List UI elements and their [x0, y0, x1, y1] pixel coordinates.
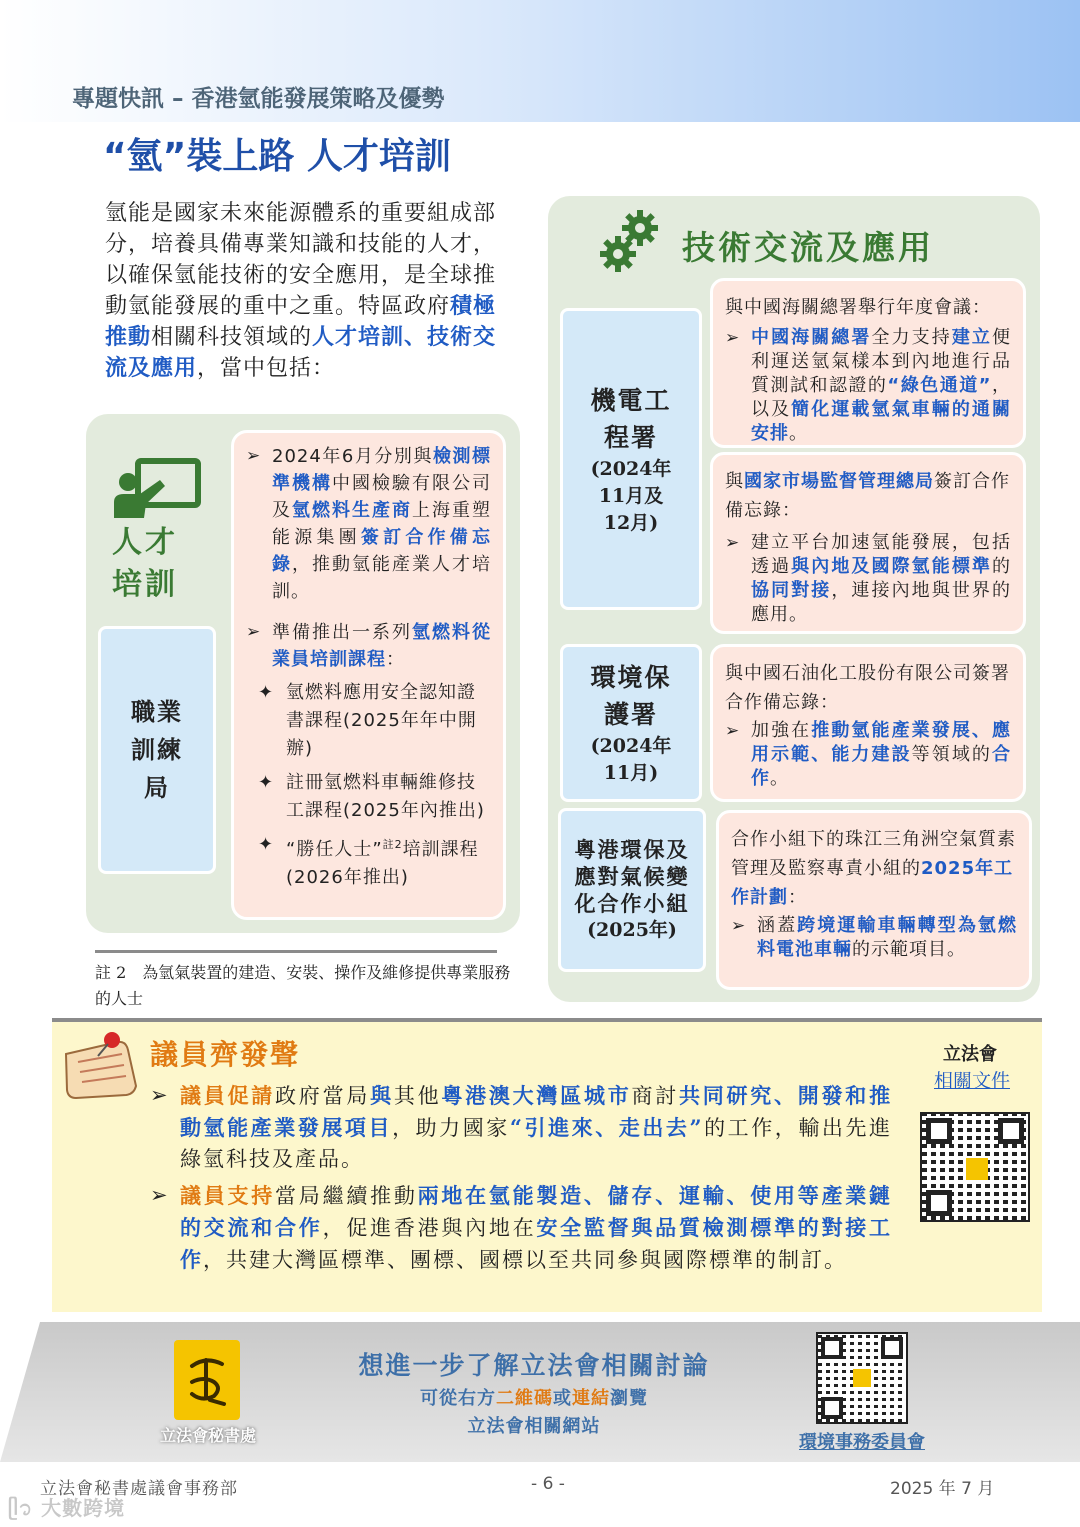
highlight: “引進來、走出去”	[509, 1115, 704, 1140]
text: 當局繼續推動	[275, 1184, 418, 1208]
legco-secretariat-caption: 立法會秘書處	[159, 1426, 256, 1445]
gd-hk-plan-box	[716, 810, 1032, 990]
text: 全力支持	[871, 327, 952, 348]
legco-docs-qr-code[interactable]	[920, 1112, 1030, 1222]
text: 涵蓋	[757, 915, 798, 936]
star-bullet-icon: ✦	[258, 682, 275, 703]
intro-text: ，當中包括：	[197, 356, 336, 381]
emsd-samr-box	[710, 452, 1026, 634]
text: 或	[553, 1388, 572, 1409]
course-item	[220, 679, 491, 763]
text: ，以及	[751, 375, 1012, 420]
text: ：	[386, 649, 405, 670]
text: 商討	[631, 1084, 679, 1108]
members-voice-title: 議員齊發聲	[150, 1038, 301, 1071]
text: 的	[992, 556, 1012, 577]
highlight: 粵港澳大灣區城市	[441, 1083, 632, 1108]
highlight: 簡化運載氫氣車輛的通關安排	[751, 399, 1012, 444]
footnote	[95, 960, 515, 1012]
talent-item	[246, 619, 491, 673]
members-voice-item	[150, 1180, 892, 1276]
text: 中國檢驗有限公司及	[272, 473, 491, 521]
text: 加強在	[751, 720, 812, 741]
watermark-logo-icon: ᥫ᭡	[8, 1496, 34, 1520]
env-affairs-panel-link[interactable]: 環境事務委員會	[799, 1432, 925, 1453]
text: ，助力國家	[392, 1116, 510, 1140]
text: 便利運送氫氣樣本到內地進行品質測試和認證的	[751, 327, 1012, 396]
footer-headline: 想進一步了解立法會相關討論	[358, 1351, 710, 1380]
arrow-bullet-icon: ➢	[725, 533, 741, 553]
gd-hk-group-date: (2025年)	[587, 919, 677, 941]
course-item	[220, 831, 491, 892]
teacher-board-icon	[110, 458, 202, 520]
highlight: 合作	[751, 744, 1012, 789]
intro-highlight: 積極推動	[105, 293, 497, 350]
arrow-bullet-icon: ➢	[725, 328, 741, 348]
text: ，推動氫能產業人才培訓。	[272, 554, 491, 602]
highlight: 中國海關總署	[751, 327, 872, 348]
text: 培訓課程(2026年推出)	[286, 839, 479, 888]
watermark-text: 大數跨境	[41, 1496, 126, 1520]
box-lead: 與中國海關總署舉行年度會議：	[725, 297, 991, 318]
box-lead: 與中國石油化工股份有限公司簽署合作備忘錄：	[725, 663, 1010, 713]
legco-docs-link[interactable]: 相關文件	[933, 1070, 1010, 1092]
text: 2024年6月分別與	[272, 446, 433, 467]
highlight: 二維碼	[496, 1388, 553, 1409]
text: 瀏覽	[610, 1388, 648, 1409]
highlight: “綠色通道”	[887, 375, 992, 396]
legco-logo-icon	[174, 1340, 240, 1420]
box-item	[725, 531, 1011, 627]
box-lead	[725, 467, 1011, 525]
talent-training-label: 人才培訓	[112, 525, 178, 602]
text: 氫燃料應用安全認知證書課程(2025年年中開辦)	[286, 682, 477, 759]
text: “勝任人士”	[286, 839, 383, 860]
highlight: 簽訂合作備忘錄	[272, 527, 492, 575]
footer-date: 2025 年 7 月	[890, 1479, 995, 1499]
text: ，促進香港與內地在	[322, 1216, 537, 1240]
footer-division: 立法會秘書處議會事務部	[40, 1479, 238, 1499]
box-item	[725, 719, 1011, 791]
emsd-date: (2024年11月及12月)	[590, 457, 672, 534]
gd-hk-group-box	[558, 808, 706, 972]
page-number: - 6 -	[531, 1474, 565, 1494]
intro-highlight: 人才培訓、技術交流及應用	[105, 324, 497, 381]
emsd-customs-box	[710, 278, 1026, 448]
arrow-bullet-icon: ➢	[731, 916, 747, 936]
arrow-bullet-icon: ➢	[246, 446, 262, 466]
text: 準備推出一系列	[272, 622, 412, 643]
text: ，連接內地與世界的應用。	[751, 580, 1012, 625]
footnote-text: 為氫氣裝置的建造、安裝、操作及維修提供專業服務的人士	[95, 963, 511, 1008]
vtc-box	[98, 626, 216, 874]
talent-content-box	[231, 430, 506, 920]
text: 建立平台加速氫能發展，包括透過	[751, 532, 1011, 577]
text: 。	[770, 768, 789, 789]
highlight: 檢測標準機構	[272, 446, 492, 494]
text: 政府當局	[275, 1084, 371, 1108]
arrow-bullet-icon: ➢	[150, 1083, 170, 1107]
highlight: 協同對接	[751, 580, 832, 601]
box-lead	[731, 825, 1017, 912]
text: 可從右方	[420, 1388, 496, 1409]
emsd-name: 機電工程署	[590, 385, 672, 452]
text: 等領域的	[911, 744, 993, 765]
epd-sinopec-box	[710, 644, 1026, 802]
page-title: “氫”裝上路 人才培訓	[103, 136, 451, 177]
header-title: 專題快訊 – 香港氫能發展策略及優勢	[72, 86, 445, 112]
highlight: 安全監督與品質檢測標準的對接工作	[180, 1215, 893, 1272]
highlight: 氫燃料從業員培訓課程	[272, 622, 491, 670]
footer-sub-text: 立法會相關網站	[467, 1416, 601, 1437]
talent-item	[246, 443, 491, 605]
highlight: 建立	[951, 327, 993, 348]
gd-hk-group-name: 粵港環保及應對氣候變化合作小組	[574, 837, 690, 916]
box-item	[731, 914, 1017, 962]
intro-paragraph	[105, 198, 517, 384]
intro-text: 氫能是國家未來能源體系的重要組成部分，培養具備專業知識和技能的人才，以確保氫能技術的安全應用，是全球推動氫能發展的重中之重。特區政府	[105, 201, 497, 319]
highlight: 跨境運輸車輛轉型為氫燃料電池車輛	[757, 915, 1018, 960]
text: 簽訂合作備忘錄：	[725, 471, 1010, 521]
text: 合作小組下的珠江三角洲空氣質素管理及監察專責小組的	[731, 829, 1016, 879]
text: 的示範項目。	[852, 939, 966, 960]
highlight: 共同研究、開發和推動氫能產業發展項目	[180, 1083, 893, 1140]
text: 。	[789, 423, 808, 444]
box-item	[725, 326, 1011, 446]
text: 上海重塑能源集團	[272, 500, 491, 548]
text: ，共建大灣區標準、團標、國標以至共同參與國際標準的制訂。	[203, 1248, 847, 1272]
highlight: 議員支持	[180, 1183, 276, 1208]
watermark	[8, 1492, 125, 1527]
footnote-label: 註 2	[95, 963, 127, 982]
text: 註冊氫燃料車輛維修技工課程(2025年內推出)	[286, 772, 485, 821]
highlight: 2025年工作計劃	[731, 858, 1014, 908]
text: 的工作，輸出先進綠氫科技及產品。	[180, 1116, 893, 1171]
epd-box	[560, 644, 702, 802]
course-item	[220, 769, 491, 825]
star-bullet-icon: ✦	[258, 834, 275, 855]
epd-name: 環境保護署	[590, 663, 672, 729]
footnote-ref: 註2	[382, 838, 403, 851]
gear-icon	[598, 208, 662, 274]
intro-text: 相關科技領域的	[151, 325, 313, 350]
arrow-bullet-icon: ➢	[246, 622, 262, 642]
text: 其他	[393, 1084, 442, 1108]
highlight: 國家市場監督管理總局	[744, 471, 934, 492]
highlight: 與	[370, 1083, 394, 1108]
text: 與	[725, 471, 744, 492]
tech-exchange-title: 技術交流及應用	[682, 228, 934, 267]
highlight: 連結	[572, 1388, 610, 1409]
vtc-label: 職業訓練局	[131, 698, 183, 802]
arrow-bullet-icon: ➢	[150, 1183, 170, 1207]
highlight: 與內地及國際氫能標準	[791, 556, 993, 577]
emsd-box	[560, 308, 702, 610]
legco-docs-heading: 立法會	[943, 1044, 997, 1065]
star-bullet-icon: ✦	[258, 772, 275, 793]
highlight: 氫燃料生產商	[292, 500, 412, 521]
panel-qr-code[interactable]	[816, 1332, 908, 1424]
highlight: 推動氫能產業發展、應用示範、能力建設	[751, 720, 1011, 765]
highlight: 議員促請	[180, 1083, 276, 1108]
members-voice-item	[150, 1080, 892, 1175]
footer-sub-text	[330, 1384, 738, 1410]
legco-emblem-icon	[184, 1352, 230, 1408]
memo-pin-icon	[60, 1028, 144, 1100]
epd-date: (2024年11月)	[590, 735, 672, 784]
note-divider	[95, 950, 497, 953]
highlight: 兩地在氫能製造、儲存、運輸、使用等產業鏈的交流和合作	[180, 1183, 893, 1240]
arrow-bullet-icon: ➢	[725, 721, 741, 741]
text: ：	[788, 887, 807, 908]
